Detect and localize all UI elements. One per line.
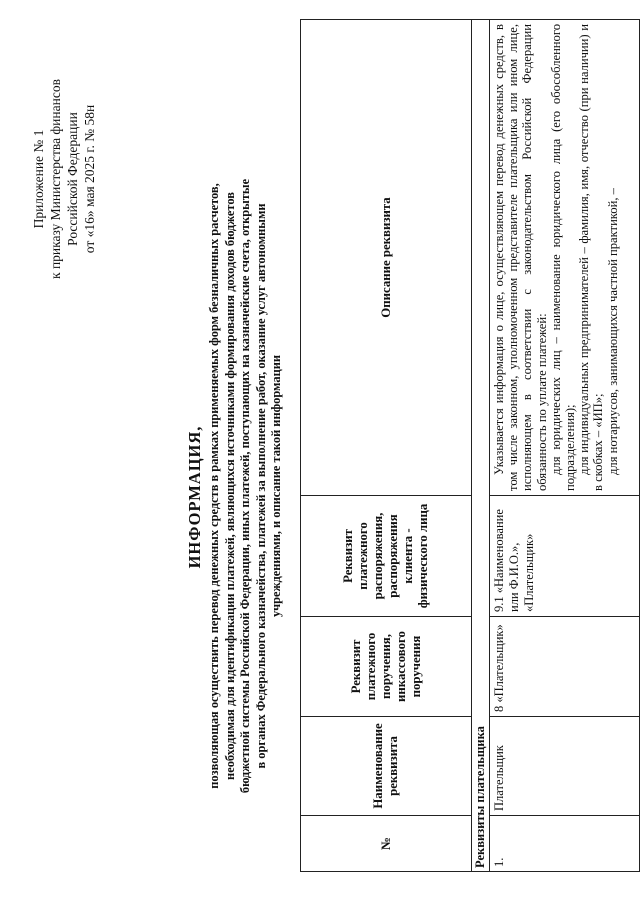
- appendix-note: [30, 64, 98, 294]
- section-row: [472, 20, 490, 872]
- header-description: Описание реквизита: [301, 20, 472, 496]
- description-paragraph: для индивидуальных предпринимателей – фамилия, имя, отчество (при наличии) и в скобках – «ИП»;: [577, 24, 606, 491]
- description-paragraph: для юридических лиц – наименование юридического лица (его обособленного подразделения);: [548, 24, 578, 491]
- row-payment-order: 8 «Плательщик»: [490, 617, 640, 717]
- section-label: Реквизиты плательщика: [472, 20, 490, 872]
- subtitle-line: в органах Федерального казначейства, платежей за выполнение работ, оказание услуг автономными: [253, 203, 268, 769]
- row-individual-order: 9.1 «Наименование или Ф.И.О.», «Плательщик»: [490, 496, 640, 617]
- description-paragraph: для нотариусов, занимающихся частной практикой, –: [605, 188, 620, 475]
- subtitle-line: позволяющая осуществить перевод денежных средств в рамках применяемых форм безналичных расчетов,: [207, 183, 221, 789]
- header-name: Наименование реквизита: [301, 717, 472, 816]
- appendix-line: Приложение № 1: [31, 129, 46, 229]
- requisites-table: [300, 19, 640, 872]
- document-subtitle: [207, 122, 285, 850]
- appendix-line: Российской Федерации: [65, 112, 80, 246]
- row-num: 1.: [490, 816, 640, 872]
- subtitle-line: необходимая для идентификации платежей, являющихся источниками формирования доходов бюджетов: [222, 192, 237, 780]
- subtitle-line: бюджетной системы Российской Федерации, иных платежей, поступающих на казначейские счета, открытые: [238, 178, 253, 794]
- document-title: ИНФОРМАЦИЯ,: [185, 425, 204, 569]
- table-header-row: [301, 20, 472, 872]
- description-paragraph: Указывается информация о лице, осуществляющем перевод денежных средств, в том числе законном, уполномоченном представителе плательщика или ином лице, исполняющем в соответствии с законодательством Российской Федерации обязанность по уплате платежей:: [492, 24, 549, 491]
- header-individual-order: Реквизит платежного распоряжения, распоряжения клиента - физического лица: [301, 496, 472, 617]
- subtitle-line: учреждениями, и описание такой информации: [269, 354, 284, 618]
- row-description: [490, 20, 640, 496]
- appendix-line: от «16» мая 2025 г. № 58н: [82, 104, 97, 254]
- header-num: №: [301, 816, 472, 872]
- appendix-line: к приказу Министерства финансов: [48, 79, 63, 279]
- table-row: [490, 20, 640, 872]
- header-payment-order: Реквизит платежного поручения, инкассового поручения: [301, 617, 472, 717]
- row-name: Плательщик: [490, 717, 640, 816]
